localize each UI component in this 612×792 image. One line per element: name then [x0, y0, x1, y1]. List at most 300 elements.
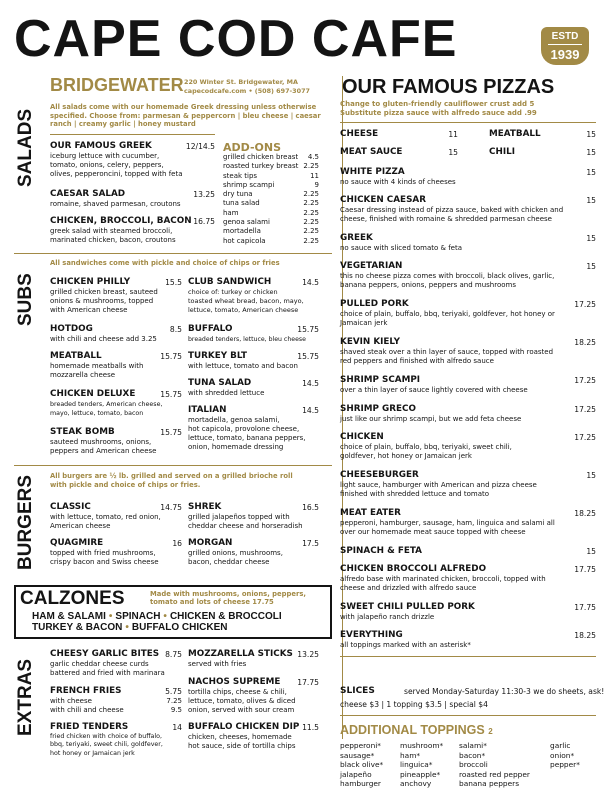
calzone-item: CHICKEN & BROCCOLI — [169, 611, 282, 622]
menu-item — [50, 649, 182, 678]
menu-item — [50, 324, 182, 344]
item-desc: mayo, lettuce, tomato, bacon — [50, 410, 144, 417]
menu-item — [340, 299, 596, 328]
calzones-note — [150, 590, 306, 606]
item-name: CHEESE — [340, 129, 379, 139]
menu-item — [188, 378, 319, 398]
divider — [14, 465, 332, 466]
menu-item — [188, 502, 319, 531]
item-name: GREEK — [340, 233, 373, 243]
item-price: 8.5 — [169, 325, 182, 334]
restaurant-title: CAPE COD CAFE — [14, 10, 458, 68]
item-desc: choice of: turkey or chicken — [188, 288, 278, 296]
item-name: TUNA SALAD — [188, 378, 252, 388]
addon-name: mortadella — [223, 227, 261, 236]
topping-item: hamburger — [340, 779, 381, 789]
item-desc: no sauce with 4 kinds of cheeses — [340, 178, 456, 186]
menu-item — [188, 722, 319, 751]
addon-name: ham — [223, 208, 239, 217]
section-label-salads: SALADS — [15, 108, 36, 187]
item-desc: topped with fried mushrooms, — [50, 549, 156, 557]
note-line: specified. Choose from: parmesan & peppercorn | bleu cheese | caesar — [50, 111, 321, 120]
menu-item — [340, 546, 596, 557]
note-line: Substitute pizza sauce with alfredo sauce add .99 — [340, 108, 537, 117]
addon-price: 11 — [310, 171, 319, 180]
item-desc: cheddar cheese and horseradish — [188, 522, 303, 530]
item-desc: Caesar dressing instead of pizza sauce, baked with chicken and — [340, 206, 564, 214]
item-price: 15 — [586, 130, 596, 139]
topping-item: linguica* — [400, 760, 433, 770]
menu-item — [489, 129, 596, 140]
item-price: 14.5 — [302, 406, 319, 415]
item-name: MEATBALL — [489, 129, 541, 139]
item-desc: goldfever, hot honey or Jamaican jerk — [340, 452, 472, 460]
topping-item: mushroom* — [400, 741, 444, 750]
item-price: 15 — [586, 262, 596, 271]
menu-item — [340, 470, 596, 499]
section-label-subs: SUBS — [15, 273, 36, 326]
item-name: CLASSIC — [50, 502, 91, 512]
item-price: 15 — [586, 168, 596, 177]
item-desc: with chili and cheese — [50, 706, 124, 714]
topping-item: sausage* — [340, 750, 375, 760]
item-desc: red peppers and finished with alfredo sauce — [340, 357, 494, 365]
item-price: 15.75 — [160, 352, 182, 361]
item-price: 17.25 — [574, 376, 596, 385]
topping-item: black olive* — [340, 760, 384, 770]
item-price: 9.5 — [170, 706, 182, 714]
topping-item: ham* — [400, 750, 421, 760]
menu-item — [50, 351, 182, 380]
topping-item: roasted red pepper — [459, 769, 530, 779]
item-name: KEVIN KIELY — [340, 337, 401, 347]
item-desc: with American cheese — [50, 306, 128, 314]
calzone-item: TURKEY & BACON — [32, 622, 123, 633]
item-desc: pepperoni, hamburger, sausage, ham, linguica and salami all — [340, 519, 555, 527]
topping-item: onion* — [550, 750, 575, 760]
menu-item — [50, 502, 182, 531]
divider — [340, 656, 596, 657]
item-desc: onion, homemade dressing — [188, 443, 284, 451]
menu-item — [50, 722, 182, 758]
item-price: 15.75 — [160, 390, 182, 399]
addon-name: tuna salad — [223, 199, 260, 208]
pizzas-title: OUR FAMOUS PIZZAS — [342, 76, 555, 98]
item-price: 17.5 — [302, 539, 319, 548]
item-name: MOZZARELLA STICKS — [188, 649, 293, 659]
section-label-extras: EXTRAS — [15, 658, 36, 736]
item-desc: this no cheese pizza comes with broccoli, black olives, garlic, — [340, 272, 555, 280]
item-price: 16 — [172, 539, 182, 548]
item-price: 17.75 — [574, 565, 596, 574]
item-name: MORGAN — [188, 538, 233, 548]
item-desc: with jalapeño ranch drizzle — [340, 613, 435, 621]
addon-row — [223, 153, 319, 162]
subs-note: All sandwiches come with pickle and choice of chips or fries — [50, 259, 280, 267]
addon-name: genoa salami — [223, 218, 270, 227]
item-price: 15.75 — [297, 352, 319, 361]
menu-item — [340, 147, 458, 158]
item-desc: over our homemade meat sauce topped with cheese — [340, 528, 526, 536]
menu-item — [50, 389, 182, 418]
addon-price: 4.5 — [307, 153, 319, 161]
menu-item — [340, 261, 596, 290]
established-badge — [541, 27, 589, 65]
calzones-title: CALZONES — [20, 588, 125, 609]
menu-item — [50, 686, 182, 715]
addon-price: 9 — [314, 180, 319, 189]
item-price: 8.75 — [165, 650, 182, 659]
item-desc: peppers and American cheese — [50, 447, 157, 455]
item-name: CHICKEN BROCCOLI ALFREDO — [340, 564, 487, 574]
item-desc: tomato, onions, celery, peppers, — [50, 161, 164, 169]
item-name: SPINACH & FETA — [340, 546, 422, 556]
topping-item: broccoli — [459, 760, 488, 770]
item-name: CHILI — [489, 147, 515, 157]
item-price: 15 — [586, 196, 596, 205]
item-price: 18.25 — [574, 338, 596, 347]
item-name: CHICKEN, BROCCOLI, BACON — [50, 216, 192, 226]
menu-item — [50, 141, 215, 179]
menu-item — [489, 147, 596, 158]
addon-row — [223, 190, 319, 199]
note-line: with pickle and choice of chips or fries. — [50, 480, 201, 489]
topping-item: jalapeño — [340, 769, 372, 779]
item-price: 18.25 — [574, 509, 596, 518]
item-price: 14.75 — [160, 503, 182, 512]
menu-item — [188, 538, 319, 567]
addon-row — [223, 181, 319, 190]
slices-hours: served Monday-Saturday 11:30-3 we do sheets, ask! — [404, 687, 605, 696]
topping-item: anchovy — [400, 779, 432, 789]
divider — [50, 134, 215, 135]
item-desc: grilled jalapeños topped with — [188, 513, 290, 521]
item-desc: all toppings marked with an asterisk* — [340, 641, 471, 649]
note-line: Made with mushrooms, onions, peppers, — [150, 590, 306, 598]
item-name: CHICKEN PHILLY — [50, 277, 131, 287]
menu-item — [50, 427, 182, 456]
toppings-column — [550, 741, 580, 770]
menu-item — [188, 351, 319, 371]
topping-item: pineapple* — [400, 769, 441, 779]
item-desc: fried chicken with choice of buffalo, — [50, 733, 162, 740]
item-desc: mortadella, genoa salami, — [188, 416, 280, 424]
item-desc: hot capicola, provolone cheese, — [188, 425, 300, 433]
item-name: VEGETARIAN — [340, 261, 403, 271]
item-desc: lettuce, tomato, banana peppers, — [188, 434, 306, 442]
addon-row — [223, 237, 319, 246]
item-name: MEAT SAUCE — [340, 147, 403, 157]
item-desc: marinated chicken, bacon, croutons — [50, 236, 176, 244]
item-desc: battered and fried with marinara — [50, 669, 165, 677]
item-desc: choice of plain, buffalo, bbq, teriyaki, sweet chili, — [340, 443, 512, 451]
item-name: CAESAR SALAD — [50, 189, 126, 199]
item-price: 13.25 — [193, 190, 215, 199]
item-desc: chicken, cheeses, homemade — [188, 733, 292, 741]
item-desc: toasted wheat bread, bacon, mayo, — [188, 297, 304, 305]
item-name: CHICKEN DELUXE — [50, 389, 136, 399]
item-name: CHICKEN CAESAR — [340, 195, 426, 205]
item-price: 17.75 — [297, 678, 319, 687]
addon-name: shrimp scampi — [223, 180, 275, 189]
pizzas-note — [340, 100, 537, 117]
addon-price: 2.25 — [303, 208, 319, 217]
menu-item — [340, 432, 596, 461]
note-line: All salads come with our homemade Greek dressing unless otherwise — [50, 103, 317, 111]
item-desc: with chili and cheese add 3.25 — [50, 335, 157, 343]
addon-row — [223, 227, 319, 236]
item-price: 14.5 — [302, 379, 319, 388]
item-desc: lettuce, tomato, American cheese — [188, 306, 299, 314]
toppings-column — [459, 741, 530, 789]
item-desc: greek salad with steamed broccoli, — [50, 227, 173, 235]
menu-item — [340, 630, 596, 650]
divider — [340, 715, 596, 716]
item-desc: lettuce, tomato, olives & diced — [188, 697, 296, 705]
addon-row — [223, 172, 319, 181]
menu-item — [340, 233, 596, 253]
address-block — [184, 78, 310, 96]
calzone-item: HAM & SALAMI — [32, 611, 106, 622]
addon-row — [223, 218, 319, 227]
item-price: 15.5 — [165, 278, 182, 287]
menu-item — [340, 375, 596, 395]
addon-name: grilled chicken breast — [223, 153, 299, 161]
item-price: 15.75 — [297, 325, 319, 334]
calzone-item: BUFFALO CHICKEN — [131, 622, 228, 633]
item-price: 14.5 — [302, 278, 319, 287]
calzones-list — [32, 611, 282, 633]
item-desc: light sauce, hamburger with American and pizza cheese — [340, 481, 537, 489]
item-desc: breaded tenders, American cheese, — [50, 401, 163, 408]
location-name: BRIDGEWATER — [50, 75, 184, 95]
topping-item: pepper* — [550, 760, 580, 770]
menu-item — [50, 277, 182, 315]
item-name: SHREK — [188, 502, 222, 512]
toppings-column — [340, 741, 383, 789]
menu-item — [50, 538, 182, 567]
addon-name: dry tuna — [223, 190, 253, 199]
item-name: BUFFALO — [188, 324, 233, 334]
calzone-row — [32, 622, 282, 633]
badge-estd: ESTD — [551, 31, 579, 42]
item-price: 17.25 — [574, 300, 596, 309]
toppings-title — [340, 723, 493, 737]
menu-item — [188, 277, 319, 315]
item-desc: cheese and drizzled with alfredo sauce — [340, 584, 477, 592]
bullet-icon: • — [108, 611, 113, 622]
topping-item: garlic — [550, 741, 571, 750]
item-desc: finished with shredded lettuce and tomato — [340, 490, 490, 498]
item-name: OUR FAMOUS GREEK — [50, 141, 152, 151]
item-price: 15 — [586, 471, 596, 480]
menu-item — [188, 324, 319, 344]
addon-price: 2.25 — [303, 190, 319, 199]
item-price: 12/14.5 — [185, 142, 215, 151]
menu-item — [340, 129, 458, 140]
item-desc: cheese, finished with romaine & shredded parmesan cheese — [340, 215, 552, 223]
item-name: QUAGMIRE — [50, 538, 104, 548]
item-name: BUFFALO CHICKEN DIP — [188, 722, 300, 732]
item-desc: hot sauce, side of tortilla chips — [188, 742, 296, 750]
menu-item — [340, 602, 596, 622]
toppings-title-text: ADDITIONAL TOPPINGS — [340, 723, 485, 737]
item-desc: shaved steak over a thin layer of sauce, topped with roasted — [340, 348, 554, 356]
item-price: 5.75 — [165, 687, 182, 696]
item-name: SHRIMP SCAMPI — [340, 375, 421, 385]
item-name: STEAK BOMB — [50, 427, 115, 437]
menu-item — [188, 405, 319, 452]
item-desc: grilled onions, mushrooms, — [188, 549, 283, 557]
badge-year: 1939 — [548, 44, 582, 61]
item-desc: Jamaican jerk — [340, 319, 388, 327]
item-desc: garlic cheddar cheese curds — [50, 660, 149, 668]
addon-row — [223, 162, 319, 171]
item-desc: American cheese — [50, 522, 111, 530]
item-desc: bbq, teriyaki, sweet chili, goldfever, — [50, 741, 163, 749]
item-desc: breaded tenders, lettuce, bleu cheese — [188, 336, 306, 343]
addon-price: 2.25 — [303, 227, 319, 236]
bullet-icon: • — [163, 611, 167, 622]
item-desc: with lettuce, tomato and bacon — [188, 362, 298, 370]
divider — [14, 253, 332, 254]
toppings-price: 2 — [488, 727, 493, 736]
addons-title: ADD-ONS — [223, 141, 282, 154]
calzone-row — [32, 611, 282, 622]
item-price: 14 — [172, 723, 182, 732]
item-price: 17.75 — [574, 603, 596, 612]
item-price: 17.25 — [574, 433, 596, 442]
addon-price: 2.25 — [303, 199, 319, 208]
addons-list — [223, 153, 319, 246]
note-line: ranch | creamy garlic | honey mustard — [50, 120, 196, 129]
item-desc: with cheese — [50, 697, 92, 705]
addon-price: 2.25 — [303, 162, 319, 171]
item-desc: banana peppers, onions, peppers and mushrooms — [340, 281, 516, 289]
menu-item — [340, 508, 596, 537]
burgers-note — [50, 472, 293, 489]
note-line: tomato and lots of cheese 17.75 — [150, 598, 274, 606]
item-name: CLUB SANDWICH — [188, 277, 272, 287]
item-name: CHEESEBURGER — [340, 470, 419, 480]
item-desc: choice of plain, buffalo, bbq, teriyaki, goldfever, hot honey or — [340, 310, 555, 318]
menu-item — [340, 337, 596, 366]
menu-item — [340, 195, 596, 224]
topping-item: pepperoni* — [340, 741, 381, 750]
item-name: EVERYTHING — [340, 630, 403, 640]
item-name: CHICKEN — [340, 432, 384, 442]
item-name: MEAT EATER — [340, 508, 401, 518]
addon-name: roasted turkey breast — [223, 162, 299, 171]
note-line: All burgers are ½ lb. grilled and served on a grilled brioche roll — [50, 472, 293, 480]
item-desc: served with fries — [188, 660, 247, 668]
item-price: 15 — [586, 148, 596, 157]
item-desc: bacon, cheddar cheese — [188, 558, 270, 566]
item-price: 11 — [448, 130, 458, 139]
menu-item — [50, 216, 215, 245]
item-name: PULLED PORK — [340, 299, 409, 309]
note-line: Change to gluten-friendly cauliflower crust add 5 — [340, 100, 535, 108]
item-price: 18.25 — [574, 631, 596, 640]
slices-prices: cheese $3 | 1 topping $3.5 | special $4 — [340, 700, 488, 709]
item-name: ITALIAN — [188, 405, 227, 415]
item-desc: hot honey or Jamaican jerk — [50, 749, 135, 757]
item-desc: just like our shrimp scampi, but we add feta cheese — [340, 415, 522, 423]
calzone-item: SPINACH — [115, 611, 161, 622]
item-desc: sauteed mushrooms, onions, — [50, 438, 152, 446]
item-name: MEATBALL — [50, 351, 102, 361]
divider — [340, 122, 596, 123]
item-price: 13.25 — [297, 650, 319, 659]
salads-note — [50, 103, 321, 129]
item-desc: with lettuce, tomato, red onion, — [50, 513, 161, 521]
item-name: FRIED TENDERS — [50, 722, 129, 732]
item-price: 11.5 — [302, 723, 319, 732]
topping-item: bacon* — [459, 750, 486, 760]
item-name: CHEESY GARLIC BITES — [50, 649, 160, 659]
item-desc: iceburg lettuce with cucumber, — [50, 152, 160, 160]
item-desc: mozzarella cheese — [50, 371, 116, 379]
item-desc: alfredo base with marinated chicken, broccoli, topped with — [340, 575, 546, 583]
menu-item — [50, 189, 215, 209]
item-price: 16.5 — [302, 503, 319, 512]
item-desc: homemade meatballs with — [50, 362, 144, 370]
item-price: 7.25 — [166, 697, 182, 705]
item-desc: grilled chicken breast, sauteed — [50, 288, 158, 296]
item-price: 15 — [448, 148, 458, 157]
item-name: HOTDOG — [50, 324, 93, 334]
addon-price: 2.25 — [303, 218, 319, 227]
item-desc: with shredded lettuce — [188, 389, 265, 397]
item-desc: olives, pepperoncini, topped with feta — [50, 170, 183, 178]
menu-item — [188, 677, 319, 715]
item-price: 15 — [586, 234, 596, 243]
topping-item: salami* — [459, 741, 487, 750]
item-name: SWEET CHILI PULLED PORK — [340, 602, 475, 612]
item-desc: no sauce with sliced tomato & feta — [340, 244, 463, 252]
menu-item — [340, 404, 596, 424]
menu-item — [340, 167, 596, 187]
item-name: TURKEY BLT — [188, 351, 248, 361]
item-desc: onions & mushrooms, topped — [50, 297, 154, 305]
addon-name: steak tips — [223, 171, 258, 180]
contact: capecodcafe.com • (508) 697-3077 — [184, 87, 310, 95]
item-name: NACHOS SUPREME — [188, 677, 281, 687]
toppings-column — [400, 741, 443, 789]
item-price: 16.75 — [193, 217, 215, 226]
address: 220 Winter St. Bridgewater, MA — [184, 78, 298, 86]
item-desc: over a thin layer of sauce lightly covered with cheese — [340, 386, 528, 394]
item-desc: romaine, shaved parmesan, croutons — [50, 200, 181, 208]
addon-row — [223, 199, 319, 208]
bullet-icon: • — [125, 622, 129, 633]
slices-title: SLICES — [340, 686, 375, 696]
item-price: 17.25 — [574, 405, 596, 414]
section-label-burgers: BURGERS — [15, 474, 36, 570]
item-price: 15.75 — [160, 428, 182, 437]
menu-item — [340, 564, 596, 593]
menu-item — [188, 649, 319, 669]
addon-row — [223, 209, 319, 218]
item-desc: onion, served with sour cream — [188, 706, 295, 714]
addon-price: 2.25 — [303, 236, 319, 245]
item-name: FRENCH FRIES — [50, 686, 122, 696]
item-price: 15 — [586, 547, 596, 556]
item-desc: tortilla chips, cheese & chili, — [188, 688, 287, 696]
topping-item: banana peppers — [459, 779, 520, 789]
addon-name: hot capicola — [223, 236, 266, 245]
item-name: SHRIMP GRECO — [340, 404, 416, 414]
